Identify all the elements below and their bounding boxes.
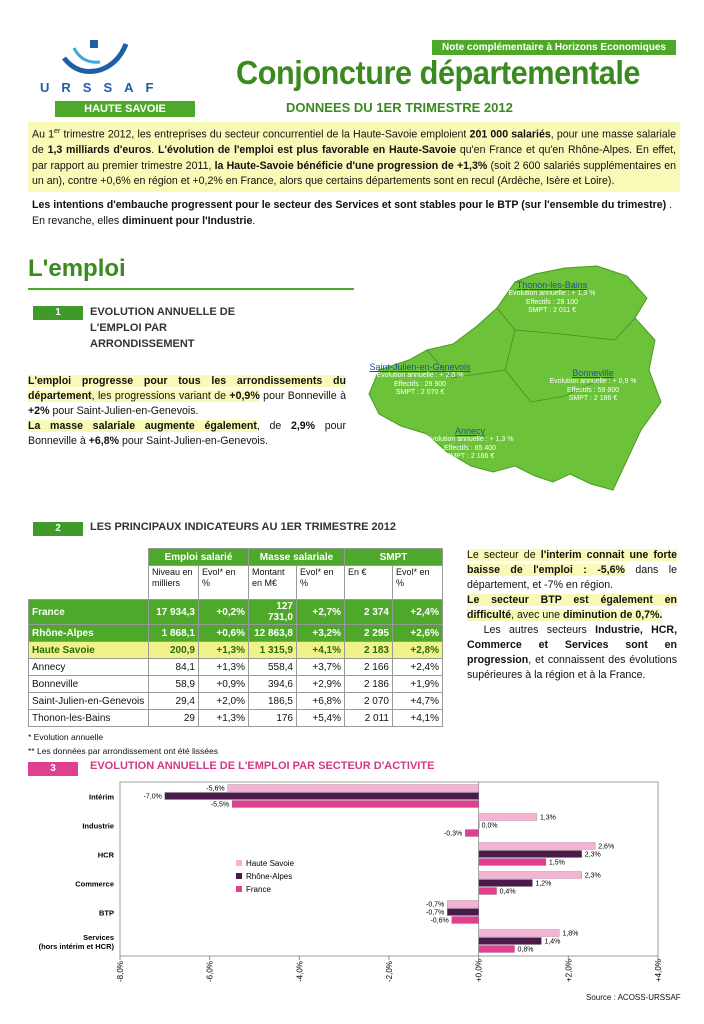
data-label: 0,4% — [499, 888, 516, 896]
data-label: 2,3% — [584, 851, 601, 859]
data-label: -0,3% — [443, 830, 463, 838]
bar-rh-ne-alpes — [447, 909, 478, 916]
source-note: Source : ACOSS-URSSAF — [586, 993, 681, 1002]
bar-rh-ne-alpes — [479, 822, 480, 829]
legend-swatch — [236, 886, 242, 892]
bar-haute-savoie — [228, 785, 479, 792]
table-cell: 394,6 — [249, 676, 297, 693]
table-cell: 29 — [149, 710, 199, 727]
table-cell: +3,7% — [297, 659, 345, 676]
bar-haute-savoie — [479, 872, 582, 879]
category-label: Intérim — [88, 792, 114, 802]
table-row-label: Bonneville — [29, 676, 149, 693]
bar-france — [479, 859, 546, 866]
bar-rh-ne-alpes — [165, 793, 479, 800]
table-row — [29, 600, 443, 625]
department-map — [365, 260, 665, 500]
table-row-label: Saint-Julien-en-Genevois — [29, 693, 149, 710]
table-row — [29, 710, 443, 727]
data-label: -7,0% — [143, 793, 162, 801]
section-number-badge: 3 — [28, 762, 78, 776]
table-cell: +2,4% — [393, 659, 443, 676]
data-label: 0,0% — [481, 822, 498, 830]
table-cell: 2 295 — [345, 625, 393, 642]
table-cell: +6,8% — [297, 693, 345, 710]
x-tick-label: -8,0% — [116, 961, 125, 982]
legend-label: France — [246, 885, 271, 894]
bar-haute-savoie — [479, 843, 596, 850]
data-label: 1,2% — [535, 880, 552, 888]
table-subheader: Niveau en milliers — [149, 566, 199, 600]
table-cell: +1,9% — [393, 676, 443, 693]
table-cell: +2,0% — [199, 693, 249, 710]
arrondissement-paragraph: L'emploi progresse pour tous les arrondissements du département, les progressions variant de +0,9% pour Bonneville à +2% pour Saint-Julien-en-Genevois. La masse salariale augmente également, de 2,9% pour Bonneville à +6,8% pour Saint-Julien-en-Genevois. — [28, 375, 346, 447]
x-tick-label: -2,0% — [385, 961, 394, 982]
bar-france — [479, 946, 515, 953]
map-region-saint-julien: Saint-Julien-en-Genevois Evolution annuelle : + 2,0 % Effectifs : 29 900 SMPT : 2 070 € — [369, 362, 471, 396]
table-row — [29, 642, 443, 659]
category-label: Commerce — [75, 879, 114, 889]
category-label: Services — [83, 933, 114, 942]
table-cell: +0,6% — [199, 625, 249, 642]
table-subheader: Montant en M€ — [249, 566, 297, 600]
section-number-badge: 2 — [33, 522, 83, 536]
table-row-label: Annecy — [29, 659, 149, 676]
table-cell: 29,4 — [149, 693, 199, 710]
table-group-header: Emploi salarié — [149, 549, 249, 566]
bar-france — [452, 917, 479, 924]
legend-swatch — [236, 873, 242, 879]
category-label: HCR — [97, 850, 114, 860]
table-cell: +5,4% — [297, 710, 345, 727]
table-cell: +2,6% — [393, 625, 443, 642]
table-cell: 2 011 — [345, 710, 393, 727]
table-row — [29, 625, 443, 642]
sector-bar-chart — [28, 778, 678, 986]
table-cell: +1,3% — [199, 642, 249, 659]
note-badge: Note complémentaire à Horizons Economiques — [432, 40, 676, 55]
data-label: 1,8% — [562, 930, 579, 938]
section-title: EVOLUTION ANNUELLE DE L'EMPLOI PAR ARRONDISSEMENT — [90, 306, 236, 350]
data-label: -5,5% — [210, 801, 230, 809]
table-cell: 200,9 — [149, 642, 199, 659]
table-cell: +4,1% — [297, 642, 345, 659]
table-cell: 558,4 — [249, 659, 297, 676]
data-label: 2,6% — [598, 843, 615, 851]
intro-hiring-paragraph: Les intentions d'embauche progressent pour le secteur des Services et sont stables pour le BTP (sur l'ensemble du trimestre) . En revanche, elles diminuent pour l'Industrie. — [32, 199, 673, 227]
map-region-bonneville: Bonneville Evolution annuelle : + 0,9 % Effectifs : 59 800 SMPT : 2 186 € — [549, 368, 637, 402]
table-cell: 2 166 — [345, 659, 393, 676]
table-row-label: France — [29, 600, 149, 625]
data-label: 0,8% — [517, 946, 534, 954]
indicators-table — [28, 548, 443, 727]
data-label: -5,6% — [206, 785, 225, 793]
category-label: (hors intérim et HCR) — [38, 942, 114, 951]
section-title: EVOLUTION ANNUELLE DE L'EMPLOI PAR SECTEUR D'ACTIVITE — [90, 760, 435, 772]
table-cell: +3,2% — [297, 625, 345, 642]
table-cell: 1 315,9 — [249, 642, 297, 659]
section-divider — [28, 288, 354, 290]
category-label: BTP — [99, 908, 114, 918]
map-region-annecy: Annecy Evolution annuelle : + 1,3 % Effectifs : 85 400 SMPT : 2 166 € — [426, 426, 514, 460]
bar-haute-savoie — [479, 930, 560, 937]
table-row — [29, 659, 443, 676]
table-row-label: Rhône-Alpes — [29, 625, 149, 642]
table-cell: 2 183 — [345, 642, 393, 659]
x-tick-label: +4,0% — [654, 959, 663, 982]
table-cell: 176 — [249, 710, 297, 727]
intro-paragraph: Au 1er trimestre 2012, les entreprises du secteur concurrentiel de la Haute-Savoie emploient 201 000 salariés, pour une masse salariale de 1,3 milliards d'euros. L'évolution de l'emploi est plus favorable en Haute-Savoie qu'en France et qu'en Rhône-Alpes. En effet, par rapport au premier trimestre 2011, la Haute-Savoie bénéficie d'une progression de +1,3% (soit 2 600 salariés supplémentaires en un an), contre +0,6% en région et +0,2% en France, alors que certains départements sont en recul (Ardèche, Isère et Loire). — [28, 122, 680, 192]
table-row — [29, 693, 443, 710]
sector-chart — [28, 778, 678, 986]
table-cell: +2,7% — [297, 600, 345, 625]
data-label: -0,6% — [430, 917, 449, 925]
table-cell: 186,5 — [249, 693, 297, 710]
table-row-label: Haute Savoie — [29, 642, 149, 659]
department-badge: HAUTE SAVOIE — [55, 101, 195, 117]
section-heading-emploi: L'emploi — [28, 255, 126, 282]
footnote: * Evolution annuelle — [28, 732, 104, 742]
x-tick-label: +0,0% — [474, 959, 484, 982]
table-cell: 84,1 — [149, 659, 199, 676]
table-subheader: En € — [345, 566, 393, 600]
table-cell: +0,9% — [199, 676, 249, 693]
data-label: 1,5% — [548, 859, 565, 867]
bar-haute-savoie — [447, 901, 478, 908]
category-label: Industrie — [82, 821, 114, 831]
table-cell: 58,9 — [149, 676, 199, 693]
table-cell: 2 070 — [345, 693, 393, 710]
table-cell: 2 186 — [345, 676, 393, 693]
table-subheader: Evol* en % — [393, 566, 443, 600]
logo-text: URSSAF — [40, 80, 166, 95]
bar-haute-savoie — [479, 814, 537, 821]
bar-france — [465, 830, 478, 837]
x-tick-label: -6,0% — [205, 961, 215, 982]
table-cell: +4,7% — [393, 693, 443, 710]
bar-rh-ne-alpes — [479, 851, 582, 858]
bar-rh-ne-alpes — [479, 880, 533, 887]
table-cell: +0,2% — [199, 600, 249, 625]
data-label: 2,3% — [584, 872, 601, 880]
bar-france — [479, 888, 497, 895]
quarter-subtitle: DONNEES DU 1ER TRIMESTRE 2012 — [286, 100, 513, 115]
footnote: ** Les données par arrondissement ont été lissées — [28, 746, 218, 756]
page-title: Conjoncture départementale — [236, 54, 641, 91]
table-group-header: Masse salariale — [249, 549, 345, 566]
data-label: 1,4% — [544, 938, 561, 946]
table-cell: 1 868,1 — [149, 625, 199, 642]
bar-france — [232, 801, 479, 808]
urssaf-logo-icon — [60, 36, 130, 76]
table-subheader: Evol* en % — [297, 566, 345, 600]
x-tick-label: -4,0% — [295, 961, 305, 982]
table-row — [29, 676, 443, 693]
table-cell: 127 731,0 — [249, 600, 297, 625]
legend-label: Haute Savoie — [246, 859, 295, 868]
legend-swatch — [236, 860, 242, 866]
data-label: 1,3% — [539, 814, 556, 822]
section-title: LES PRINCIPAUX INDICATEURS AU 1ER TRIMESTRE 2012 — [90, 521, 397, 533]
table-cell: +1,3% — [199, 710, 249, 727]
table-row-label: Thonon-les-Bains — [29, 710, 149, 727]
table-cell: 2 374 — [345, 600, 393, 625]
table-cell: +2,8% — [393, 642, 443, 659]
urssaf-logo — [60, 36, 130, 76]
section-number-badge: 1 — [33, 306, 83, 320]
table-group-header: SMPT — [345, 549, 443, 566]
data-label: -0,7% — [425, 901, 445, 909]
x-tick-label: +2,0% — [564, 959, 574, 982]
data-label: -0,7% — [425, 909, 445, 917]
map-region-thonon: Thonon-les-Bains Evolution annuelle : + 1,3 % Effectifs : 29 100 SMPT : 2 011 € — [508, 280, 596, 314]
sector-commentary: Le secteur de l'interim connait une forte baisse de l'emploi : -5,6% dans le département, et -7% en région. Le secteur BTP est également en difficulté, avec une diminution de 0,7%. Les autres secteurs Industrie, HCR, Commerce et Services sont en progression, et connaissent des évolutions supérieures à la région et à la France. — [467, 549, 678, 681]
table-cell: +2,9% — [297, 676, 345, 693]
table-cell: 12 863,8 — [249, 625, 297, 642]
table-cell: +4,1% — [393, 710, 443, 727]
legend-label: Rhône-Alpes — [246, 872, 293, 881]
table-cell: 17 934,3 — [149, 600, 199, 625]
bar-rh-ne-alpes — [479, 938, 542, 945]
table-cell: +2,4% — [393, 600, 443, 625]
table-cell: +1,3% — [199, 659, 249, 676]
table-subheader: Evol* en % — [199, 566, 249, 600]
